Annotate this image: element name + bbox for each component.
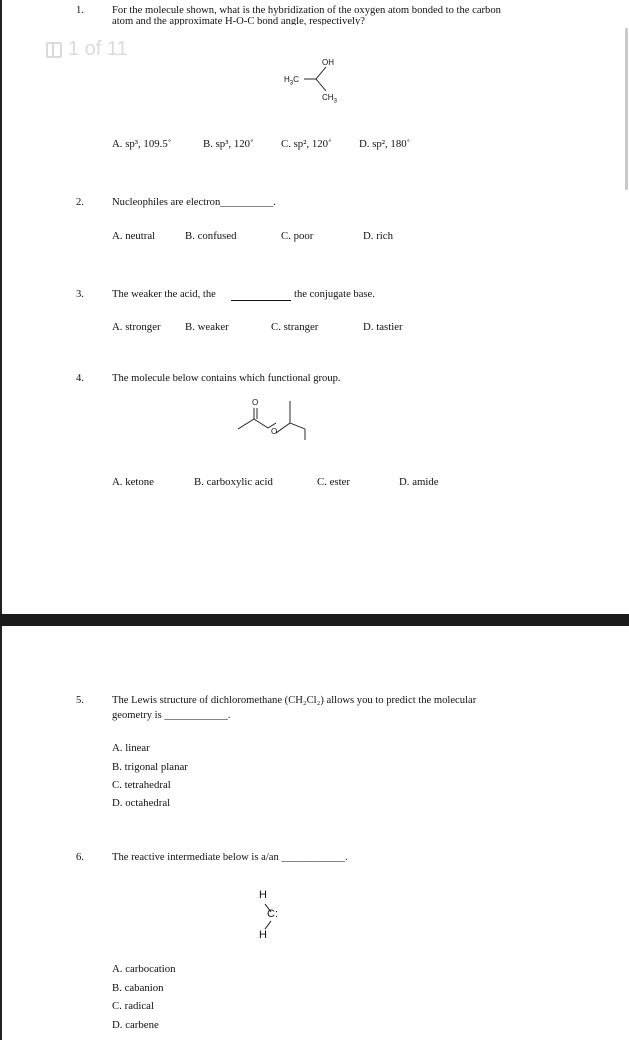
- q5-choice-b[interactable]: B. trigonal planar: [112, 761, 188, 773]
- q5-number: 5.: [76, 695, 84, 706]
- q6-choice-d[interactable]: D. carbene: [112, 1019, 159, 1031]
- q1-choice-c[interactable]: C. sp², 120˚: [281, 138, 332, 150]
- q2-number: 2.: [76, 197, 84, 208]
- q6-choice-c[interactable]: C. radical: [112, 1000, 154, 1012]
- q3-choice-b[interactable]: B. weaker: [185, 321, 229, 333]
- q1-choice-d[interactable]: D. sp², 180˚: [359, 138, 411, 150]
- q1-text-line2: atom and the approximate H-O-C bond angle, respectively?: [112, 16, 365, 25]
- q2-text: Nucleophiles are electron__________.: [112, 197, 276, 208]
- page-thumbnail-icon: [46, 42, 62, 58]
- q4-o-carbonyl: O: [252, 398, 259, 407]
- q1-choice-a[interactable]: A. sp³, 109.5˚: [112, 138, 172, 150]
- q1-ch3-label: $CH_3$: [322, 93, 337, 105]
- q1-choice-b[interactable]: B. sp³, 120˚: [203, 138, 254, 150]
- q3-choice-a[interactable]: A. stronger: [112, 321, 161, 333]
- q6-number: 6.: [76, 852, 84, 863]
- q1-bond-ch3: [316, 79, 326, 91]
- scrollbar[interactable]: [625, 28, 628, 190]
- q2-choice-c[interactable]: C. poor: [281, 230, 314, 242]
- q6-choice-a[interactable]: A. carbocation: [112, 963, 176, 975]
- q4-choice-c[interactable]: C. ester: [317, 476, 350, 488]
- q2-choice-d[interactable]: D. rich: [363, 230, 393, 242]
- q1-number: 1.: [76, 5, 84, 16]
- page-left-edge: [0, 0, 2, 1040]
- q6-bond-bottom: [265, 921, 271, 929]
- q5-choice-c[interactable]: C. tetrahedral: [112, 779, 171, 791]
- q6-text: The reactive intermediate below is a/an ____________.: [112, 852, 348, 863]
- q1-h3c-label: $H_3C$: [284, 75, 299, 87]
- q3-text-b: the conjugate base.: [294, 289, 375, 300]
- q6-h-top: H: [259, 889, 267, 901]
- q4-text: The molecule below contains which functional group.: [112, 373, 341, 384]
- q6-carbon: C:: [267, 908, 278, 920]
- page-indicator-label: 1 of 11: [68, 38, 128, 60]
- page-indicator[interactable]: [46, 38, 128, 61]
- q4-skeleton-right: [276, 423, 305, 433]
- q3-text-a: The weaker the acid, the: [112, 289, 216, 300]
- q4-choice-b[interactable]: B. carboxylic acid: [194, 476, 273, 488]
- q1-text-line1: For the molecule shown, what is the hybridization of the oxygen atom bonded to the carbon: [112, 5, 501, 16]
- q5-text-line1: The Lewis structure of dichloromethane (CH₂Cl₂) allows you to predict the molecular: [112, 695, 477, 706]
- q2-choice-b[interactable]: B. confused: [185, 230, 237, 242]
- q6-h-bottom: H: [259, 929, 267, 941]
- q5-choice-a[interactable]: A. linear: [112, 742, 150, 754]
- q4-choice-a[interactable]: A. ketone: [112, 476, 154, 488]
- q3-choice-c[interactable]: C. stranger: [271, 321, 319, 333]
- q4-number: 4.: [76, 373, 84, 384]
- q3-blank-line: [231, 300, 291, 301]
- q4-o-ester: O: [271, 427, 278, 436]
- q2-choice-a[interactable]: A. neutral: [112, 230, 156, 242]
- q6-choice-b[interactable]: B. cabanion: [112, 982, 164, 994]
- q5-text-line2: geometry is ____________.: [112, 710, 231, 721]
- q5-choice-d[interactable]: D. octahedral: [112, 797, 171, 809]
- q4-ester-molecule: [232, 395, 332, 445]
- q1-bond-oh: [316, 67, 326, 79]
- q3-number: 3.: [76, 289, 84, 300]
- q4-choice-d[interactable]: D. amide: [399, 476, 439, 488]
- q3-choice-d[interactable]: D. tastier: [363, 321, 403, 333]
- q1-oh-label: OH: [322, 58, 334, 67]
- page-break-divider: [0, 614, 629, 626]
